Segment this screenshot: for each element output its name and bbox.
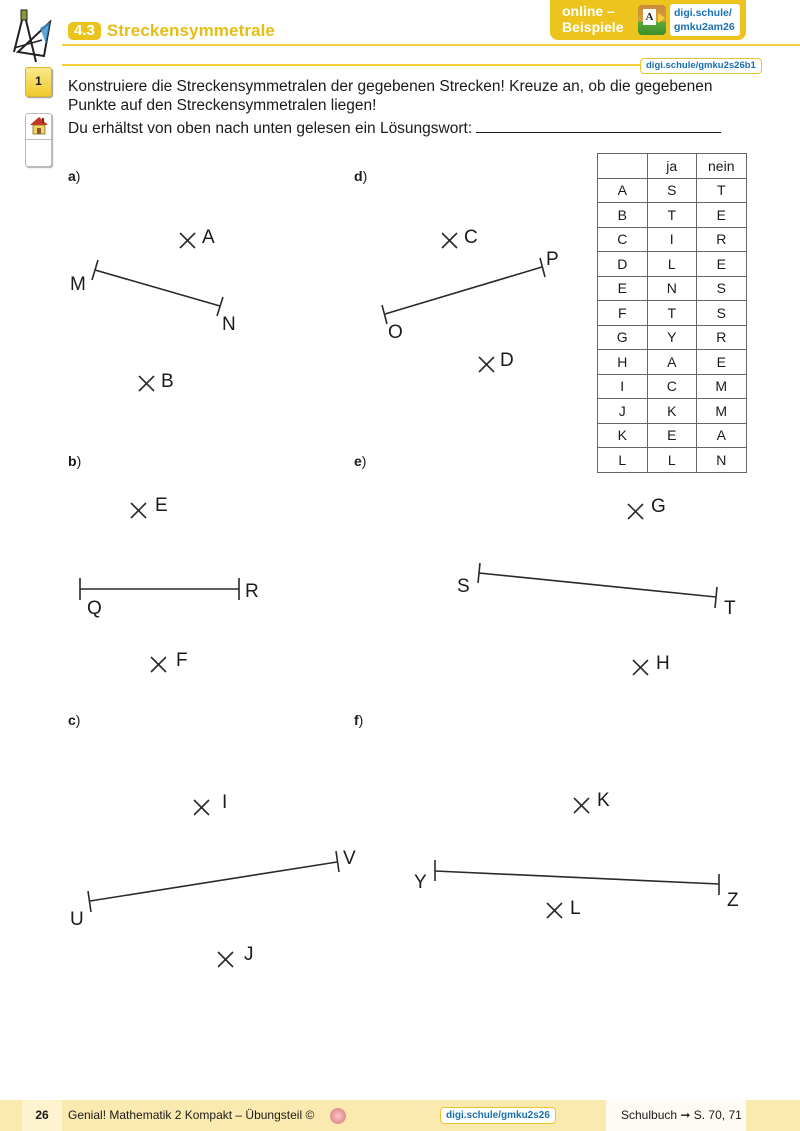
svg-text:H: H xyxy=(656,653,670,674)
point-l-cross-icon xyxy=(547,903,562,918)
point-a-cross-icon xyxy=(180,233,195,248)
subtask-label-d: d) xyxy=(354,168,368,184)
svg-text:T: T xyxy=(724,598,736,619)
page-footer xyxy=(0,1100,800,1131)
point-f-cross-icon xyxy=(151,657,166,672)
task-instructions: Konstruiere die Streckensymmetralen der gegebenen Strecken! Kreuze an, ob die gegebenen Punkte auf den Streckensymmetralen liegen! Du erhältst von oben nach unten gelesen ein Lösungswort: xyxy=(68,77,758,138)
svg-text:Z: Z xyxy=(727,890,739,911)
subtask-label-c: c) xyxy=(68,712,81,728)
segment-qr xyxy=(80,578,239,600)
solution-word-input[interactable] xyxy=(476,119,721,133)
svg-text:F: F xyxy=(176,650,188,671)
point-i-cross-icon xyxy=(194,800,209,815)
svg-text:D: D xyxy=(500,350,514,371)
point-g-cross-icon xyxy=(628,504,643,519)
point-h-cross-icon xyxy=(633,660,648,675)
table-row: A S T xyxy=(598,178,747,203)
segment-st xyxy=(478,563,717,608)
point-k-cross-icon xyxy=(574,798,589,813)
table-row: H A E xyxy=(598,350,747,375)
segment-op xyxy=(382,258,545,324)
book-title: Genial! Mathematik 2 Kompakt – Übungsteil © xyxy=(68,1108,315,1122)
table-row: G Y R xyxy=(598,325,747,350)
point-j-cross-icon xyxy=(218,952,233,967)
svg-text:B: B xyxy=(161,371,174,392)
chapter-heading xyxy=(68,21,275,41)
point-e-cross-icon xyxy=(131,503,146,518)
table-row: I C M xyxy=(598,374,747,399)
page-digi-link[interactable]: digi.schule/gmku2s26 xyxy=(440,1107,556,1124)
point-b-cross-icon xyxy=(139,376,154,391)
page-number: 26 xyxy=(22,1100,62,1131)
point-c-cross-icon xyxy=(442,233,457,248)
svg-text:G: G xyxy=(651,496,666,517)
subtask-label-a: a) xyxy=(68,168,81,184)
table-row: E N S xyxy=(598,276,747,301)
homework-marker xyxy=(25,113,52,167)
compass-triangle-logo-icon xyxy=(10,8,56,66)
publisher-stamp-icon xyxy=(330,1108,346,1124)
house-icon xyxy=(29,116,49,136)
subtask-label-e: e) xyxy=(354,453,367,469)
svg-text:J: J xyxy=(244,944,254,965)
chapter-title: Streckensymmetrale xyxy=(106,21,275,40)
svg-text:Y: Y xyxy=(414,872,427,893)
segment-mn xyxy=(92,260,223,316)
svg-text:K: K xyxy=(597,790,610,811)
table-row: K E A xyxy=(598,423,747,448)
task-digi-link[interactable]: digi.schule/gmku2s26b1 xyxy=(640,58,762,74)
table-row: L L N xyxy=(598,448,747,473)
svg-text:L: L xyxy=(570,898,581,919)
table-row: F T S xyxy=(598,301,747,326)
online-examples-box xyxy=(550,0,746,40)
svg-text:V: V xyxy=(343,848,356,869)
svg-text:U: U xyxy=(70,909,84,930)
chapter-number-badge: 4.3 xyxy=(68,22,101,40)
svg-text:S: S xyxy=(457,576,470,597)
task-rule xyxy=(62,64,642,66)
subtask-label-f: f) xyxy=(354,712,364,728)
table-row: C I R xyxy=(598,227,747,252)
table-header-row: ja nein xyxy=(598,154,747,179)
svg-text:N: N xyxy=(222,314,236,335)
svg-text:P: P xyxy=(546,249,559,270)
svg-text:R: R xyxy=(245,581,259,602)
svg-text:Q: Q xyxy=(87,598,102,619)
svg-text:E: E xyxy=(155,495,168,516)
table-row: D L E xyxy=(598,252,747,277)
svg-text:O: O xyxy=(388,322,403,343)
online-examples-label: online – Beispiele xyxy=(562,3,624,35)
segment-uv xyxy=(88,851,339,912)
svg-text:I: I xyxy=(222,792,228,813)
app-icon: A xyxy=(638,5,666,35)
segment-yz xyxy=(435,860,719,895)
table-row: J K M xyxy=(598,399,747,424)
point-d-cross-icon xyxy=(479,357,494,372)
online-examples-link[interactable]: digi.schule/ gmku2am26 xyxy=(670,4,740,36)
task-number-badge: 1 xyxy=(25,67,52,97)
subtask-label-b: b) xyxy=(68,453,82,469)
svg-text:C: C xyxy=(464,227,478,248)
table-row: B T E xyxy=(598,203,747,228)
svg-text:A: A xyxy=(202,227,215,248)
header-rule xyxy=(62,44,800,46)
svg-text:M: M xyxy=(70,274,86,295)
schoolbook-reference: Schulbuch ➞ S. 70, 71 xyxy=(606,1100,746,1131)
answer-table xyxy=(597,153,747,473)
